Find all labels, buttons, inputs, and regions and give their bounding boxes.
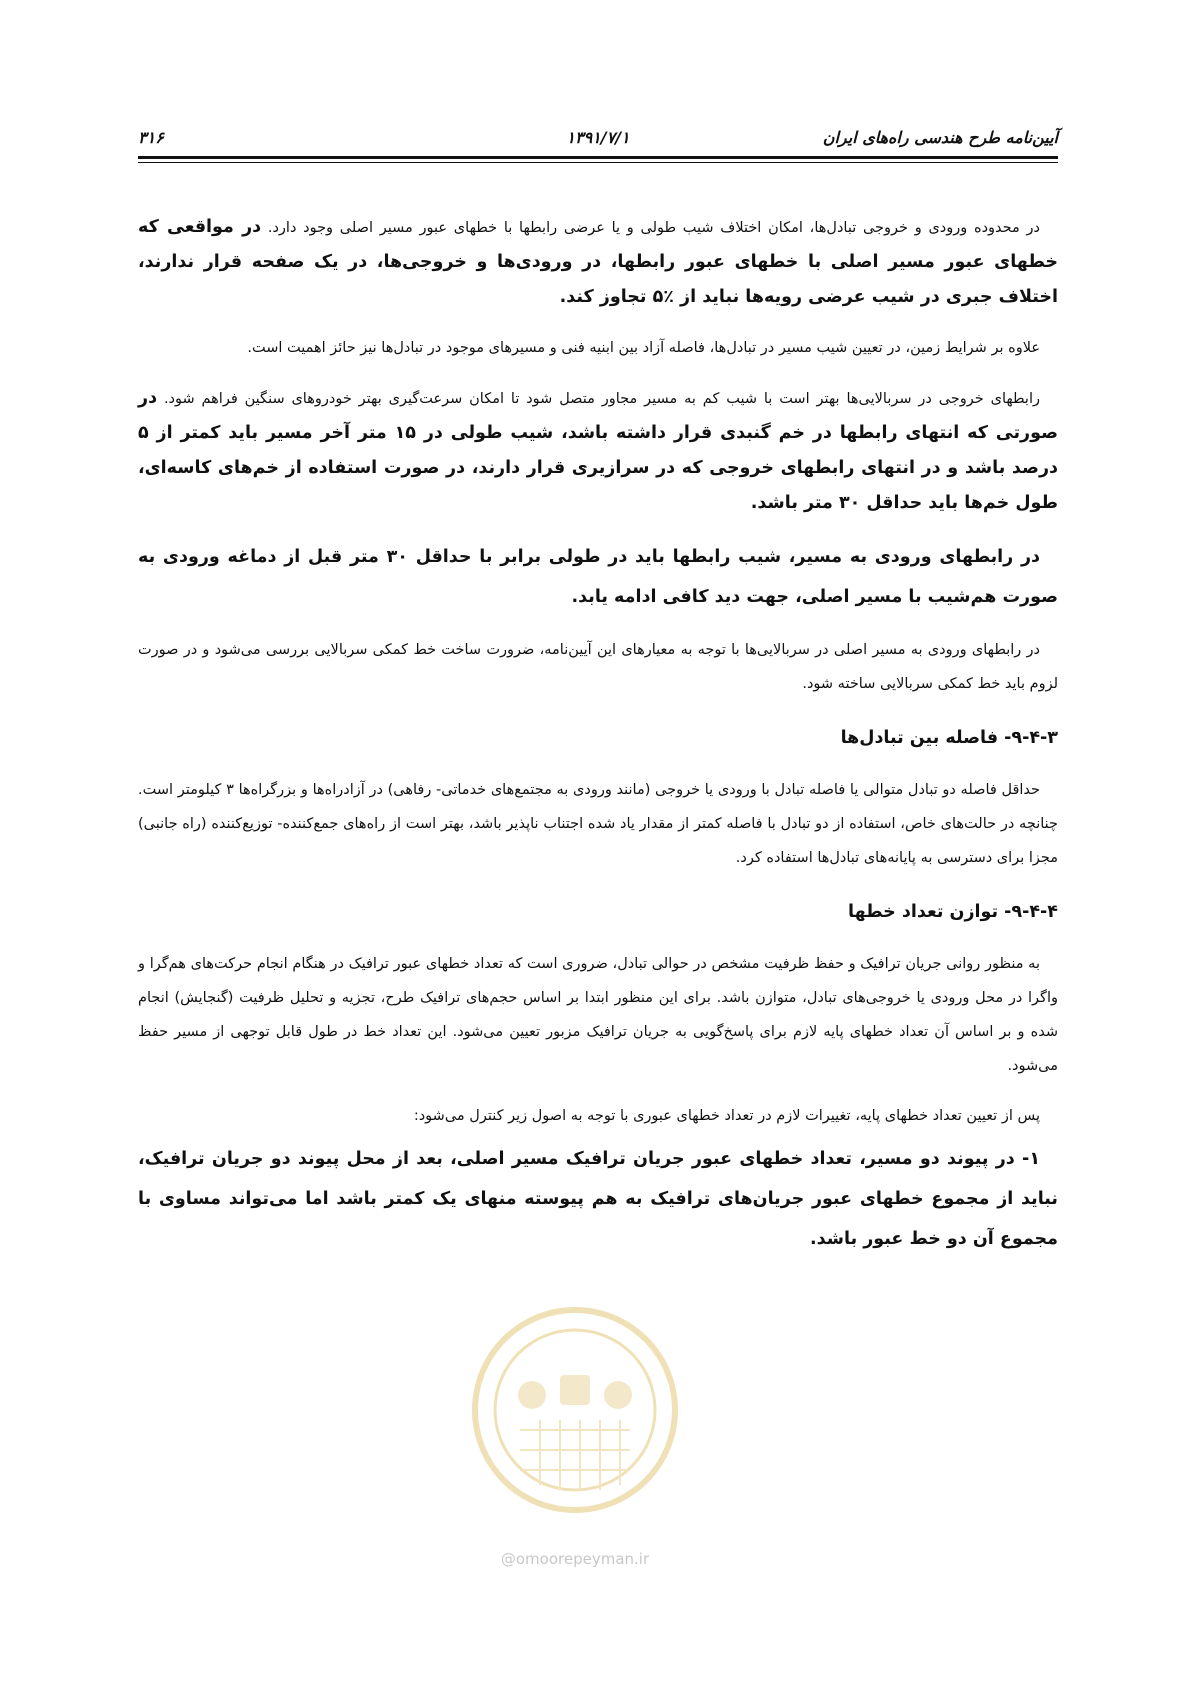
watermark-site: @omoorepeyman.ir xyxy=(500,1550,650,1568)
header-date: ۱۳۹۱/۷/۱ xyxy=(566,128,630,147)
paragraph-3-plain: رابطهای خروجی در سربالایی‌ها بهتر است با شیب کم به مسیر مجاور متصل شود تا امکان سرعت‌گیری بهتر خودروهای سنگین فراهم شود. xyxy=(163,391,1041,407)
seal-logo-icon xyxy=(460,1280,690,1540)
paragraph-4: در رابطهای ورودی به مسیر، شیب رابطها باید در طولی برابر با حداقل ۳۰ متر قبل از دماغه ورودی به صورت هم‌شیب با مسیر اصلی، جهت دید کافی ادامه یابد. xyxy=(138,547,1058,607)
paragraph-1-plain: در محدوده ورودی و خروجی تبادل‌ها، امکان اختلاف شیب طولی و یا عرضی رابطها با خطهای عبور مسیر اصلی وجود دارد. xyxy=(267,220,1040,236)
paragraph-2: علاوه بر شرایط زمین، در تعیین شیب مسیر در تبادل‌ها، فاصله آزاد بین ابنیه فنی و مسیرهای موجود در تبادل‌ها نیز حائز اهمیت است. xyxy=(247,340,1040,356)
paragraph-1 xyxy=(138,210,1058,315)
paragraph-6: حداقل فاصله دو تبادل متوالی یا فاصله تبادل با ورودی یا خروجی (مانند ورودی به مجتمع‌های خدماتی- رفاهی) در آزادراه‌ها و بزرگراه‌ها ۳ کیلومتر است. چنانچه در حالت‌های خاص، استفاده از دو تبادل با فاصله کمتر از مقدار یاد شده اجتناب ناپذیر باشد، بهتر است از راه‌های جمع‌کننده- توزیع‌کننده (راه جانبی) مجزا برای دسترسی به پایانه‌های تبادل‌ها استفاده کرد. xyxy=(138,782,1058,866)
paragraph-7: به منظور روانی جریان ترافیک و حفظ ظرفیت مشخص در حوالی تبادل، ضروری است که تعداد خطهای عبور ترافیک در هنگام انجام حرکت‌های هم‌گرا و واگرا در محل ورودی یا خروجی‌های تبادل، متوازن باشد. برای این منظور ابتدا بر اساس حجم‌های ترافیک طرح، تجزیه و تحلیل ظرفیت (گنجایش) انجام شده و بر اساس آن تعداد خطهای پایه لازم برای پاسخ‌گویی به جریان ترافیک مزبور تعیین می‌شود. این تعداد خط در طول قابل توجهی از مسیر حفظ می‌شود. xyxy=(138,956,1058,1074)
paragraph-3-bold: در صورتی که انتهای رابطها در خم گنبدی قرار داشته باشد، شیب طولی در ۱۵ متر آخر مسیر باید کمتر از ۵ درصد باشد و در انتهای رابطهای خروجی که در سرازیری قرار دارند، در صورت استفاده از خم‌های کاسه‌ای، طول خم‌ها باید حداقل ۳۰ متر باشد. xyxy=(138,388,1059,513)
page-header xyxy=(138,126,1058,154)
paragraph-3 xyxy=(138,381,1058,521)
header-title: آیین‌نامه طرح هندسی راه‌های ایران xyxy=(822,128,1058,147)
header-rule-thick xyxy=(138,156,1058,159)
paragraph-5: در رابطهای ورودی به مسیر اصلی در سربالایی‌ها با توجه به معیارهای این آیین‌نامه، ضرورت ساخت خط کمکی سربالایی بررسی می‌شود و در صورت لزوم باید خط کمکی سربالایی ساخته شود. xyxy=(138,642,1058,692)
watermark xyxy=(460,1280,690,1580)
section-heading-9-4-3: ۹-۴-۳- فاصله بین تبادل‌ها xyxy=(840,728,1058,748)
document-body xyxy=(138,210,1058,1275)
section-heading-9-4-4: ۹-۴-۴- توازن تعداد خطها xyxy=(848,902,1058,922)
paragraph-1-bold: در مواقعی که خطهای عبور مسیر اصلی با خطهای عبور رابطها، در ورودی‌ها و خروجی‌ها، در یک صفحه قرار ندارند، اختلاف جبری در شیب عرضی رویه‌ها نباید از ٪۵ تجاوز کند. xyxy=(138,217,1058,307)
header-rule-thin xyxy=(138,162,1058,163)
page-number: ۳۱۶ xyxy=(138,128,164,147)
paragraph-9: ۱- در پیوند دو مسیر، تعداد خطهای عبور جریان ترافیک مسیر اصلی، بعد از محل پیوند دو جریان ترافیک، نباید از مجموع خطهای عبور جریان‌های ترافیک به هم پیوسته منهای یک کمتر باشد اما می‌تواند مساوی با مجموع آن دو خط عبور باشد. xyxy=(138,1149,1058,1249)
paragraph-8: پس از تعیین تعداد خطهای پایه، تغییرات لازم در تعداد خطهای عبوری با توجه به اصول زیر کنترل می‌شود: xyxy=(413,1108,1040,1124)
